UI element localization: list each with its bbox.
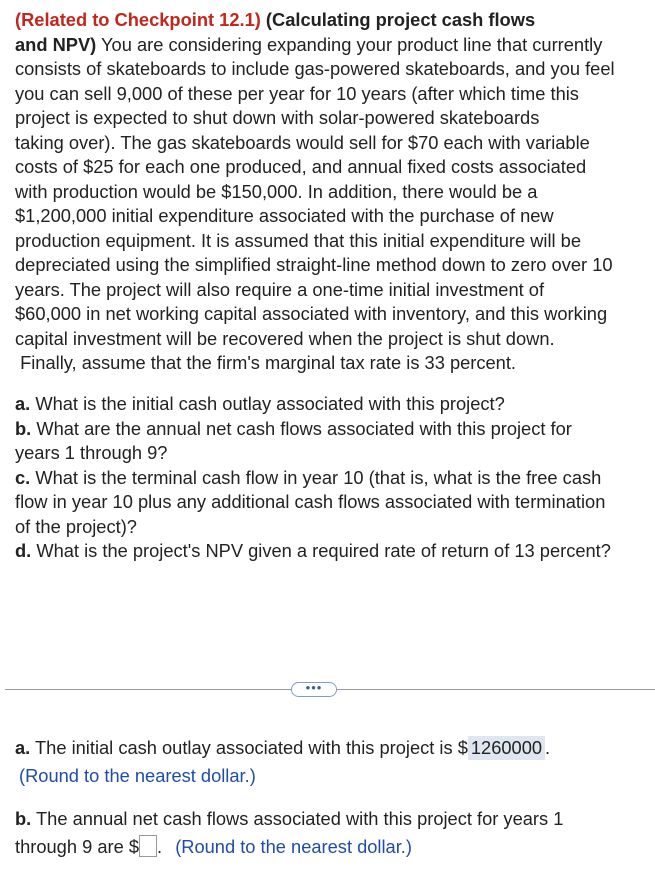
question-label: a. bbox=[15, 393, 31, 414]
question-label: d. bbox=[15, 540, 32, 561]
question-text: What are the annual net cash flows associated with this project for bbox=[36, 417, 572, 439]
answer-a-text: The initial cash outlay associated with this project is $ bbox=[35, 737, 468, 758]
question-c-continued: flow in year 10 plus any additional cash flows associated with termination bbox=[15, 491, 606, 512]
problem-body-first-line: You are considering expanding your product line that currently bbox=[101, 33, 603, 55]
question-b-continued: years 1 through 9? bbox=[15, 442, 168, 463]
problem-title-part2: and NPV) bbox=[15, 33, 97, 55]
problem-body-line: capital investment will be recovered when the project is shut down. bbox=[15, 327, 555, 349]
answer-label: a. bbox=[15, 737, 31, 758]
answer-a bbox=[15, 734, 655, 762]
answer-section bbox=[15, 734, 655, 861]
answer-a-input[interactable]: 1260000 bbox=[468, 736, 545, 760]
question-c-continued: of the project)? bbox=[15, 515, 137, 537]
question-text: What is the initial cash outlay associated with this project? bbox=[35, 393, 505, 414]
answer-a-suffix: . bbox=[545, 737, 551, 758]
problem-body-line: project is expected to shut down with solar-powered skateboards bbox=[15, 107, 540, 128]
problem-body-line: Finally, assume that the firm's marginal tax rate is 33 percent. bbox=[15, 352, 517, 373]
answer-b-text: The annual net cash flows associated with this project for years 1 bbox=[36, 808, 564, 829]
question-d bbox=[15, 539, 655, 564]
problem-body-line: consists of skateboards to include gas-powered skateboards, and you feel bbox=[15, 58, 615, 79]
question-label: b. bbox=[15, 417, 32, 439]
problem-body-line: taking over). The gas skateboards would sell for $70 each with variable bbox=[15, 131, 590, 153]
question-text: What is the terminal cash flow in year 10 (that is, what is the free cash bbox=[35, 466, 602, 488]
question-label: c. bbox=[15, 466, 31, 488]
show-more-button[interactable]: ••• bbox=[291, 682, 337, 697]
problem-heading-line bbox=[15, 8, 655, 33]
checkpoint-reference: (Related to Checkpoint 12.1) bbox=[15, 9, 261, 30]
answer-a-hint: (Round to the nearest dollar.) bbox=[19, 765, 256, 786]
problem-body-line: years. The project will also require a one-time initial investment of bbox=[15, 278, 545, 300]
problem-statement bbox=[15, 8, 655, 376]
answer-b-text-cont: through 9 are $ bbox=[15, 836, 139, 857]
problem-line-2 bbox=[15, 33, 655, 58]
problem-body-line: you can sell 9,000 of these per year for 10 years (after which time this bbox=[15, 82, 579, 104]
problem-body-line: depreciated using the simplified straight-line method down to zero over 10 bbox=[15, 254, 613, 275]
question-text: What is the project's NPV given a required rate of return of 13 percent? bbox=[36, 540, 611, 561]
problem-body-line: $1,200,000 initial expenditure associated with the purchase of new bbox=[15, 205, 554, 226]
problem-body-line: production equipment. It is assumed that this initial expenditure will be bbox=[15, 229, 582, 251]
question-list bbox=[15, 392, 655, 564]
question-a bbox=[15, 392, 655, 417]
problem-body-line: with production would be $150,000. In addition, there would be a bbox=[15, 180, 538, 202]
answer-b-line2 bbox=[15, 833, 655, 861]
answer-b-input[interactable] bbox=[139, 835, 157, 857]
question-c bbox=[15, 466, 655, 491]
question-b bbox=[15, 417, 655, 442]
answer-b-hint: (Round to the nearest dollar.) bbox=[175, 836, 412, 857]
answer-b bbox=[15, 805, 655, 833]
problem-body-line: costs of $25 for each one produced, and annual fixed costs associated bbox=[15, 156, 587, 177]
answer-b-suffix: . bbox=[157, 836, 163, 857]
problem-title-part1: (Calculating project cash flows bbox=[265, 9, 536, 30]
answer-label: b. bbox=[15, 808, 32, 829]
problem-body-line: $60,000 in net working capital associated with inventory, and this working bbox=[15, 303, 608, 324]
